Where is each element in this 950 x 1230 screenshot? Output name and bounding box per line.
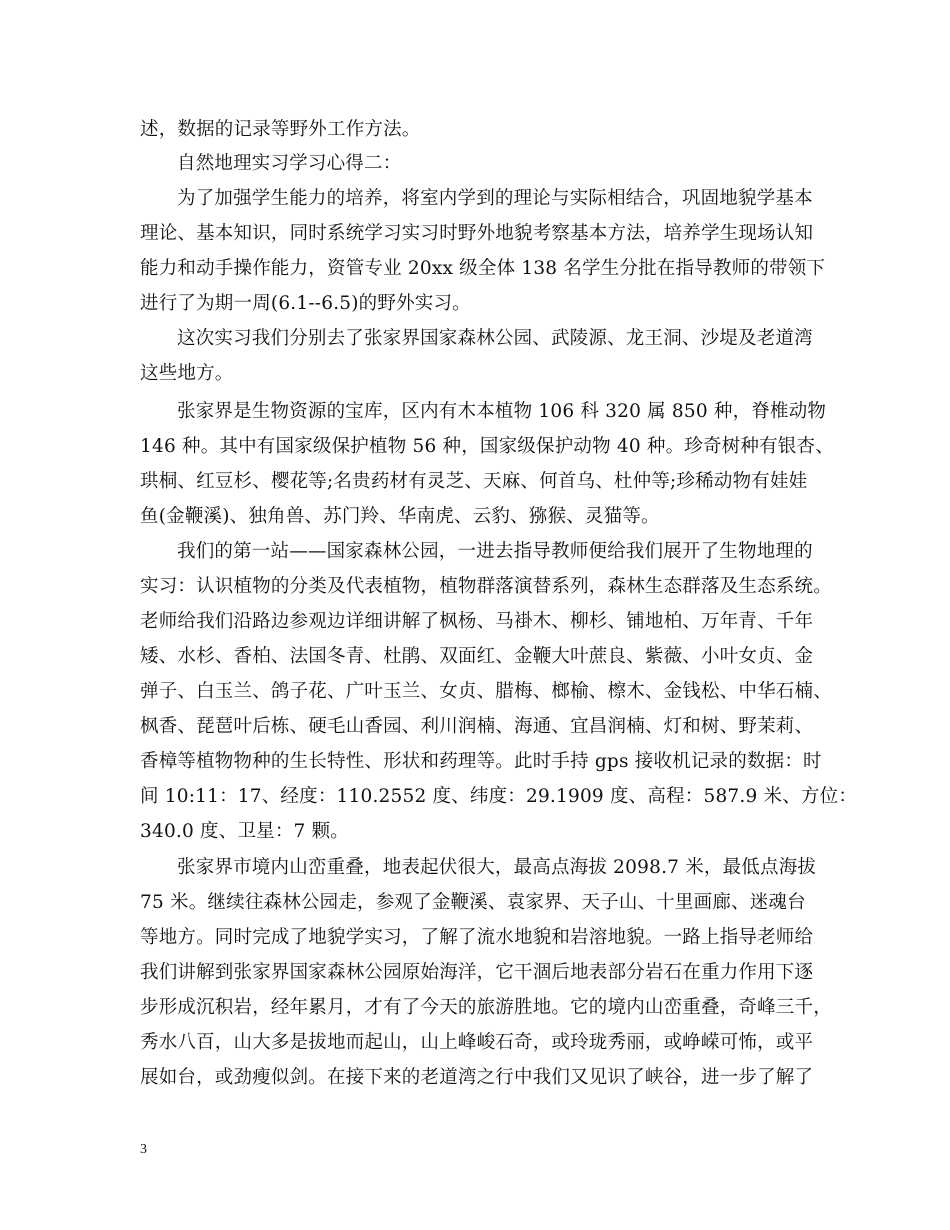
text-line: 340.0 度、卫星：7 颗。 (140, 821, 349, 842)
text-line: 实习：认识植物的分类及代表植物，植物群落演替系列，森林生态群落及生态系统。 (140, 576, 832, 597)
text-line: 枫香、琵琶叶后栋、硬毛山香园、利川润楠、海通、宜昌润楠、灯和树、野茉莉、 (140, 716, 814, 737)
page-number: 3 (140, 1142, 147, 1157)
section-heading: 自然地理实习学习心得二： (177, 153, 402, 174)
text-line: 我们讲解到张家界国家森林公园原始海洋，它干涸后地表部分岩石在重力作用下逐 (140, 962, 814, 983)
text-line: 75 米。继续往森林公园走，参观了金鞭溪、袁家界、天子山、十里画廊、迷魂台 (140, 892, 806, 913)
text-line: 弹子、白玉兰、鸽子花、广叶玉兰、女贞、腊梅、榔榆、檫木、金钱松、中华石楠、 (140, 681, 832, 702)
text-line: 能力和动手操作能力，资管专业 20xx 级全体 138 名学生分批在指导教师的带领下 (140, 258, 826, 279)
text-line: 珙桐、红豆杉、樱花等;名贵药材有灵芝、天麻、何首乌、杜仲等;珍稀动物有娃娃 (140, 471, 808, 492)
text-line: 张家界是生物资源的宝库，区内有木本植物 106 科 320 属 850 种，脊椎动物 (177, 401, 827, 422)
text-line: 矮、水杉、香柏、法国冬青、杜鹃、双面红、金鞭大叶蔗良、紫薇、小叶女贞、金 (140, 646, 814, 667)
text-line: 等地方。同时完成了地貌学实习，了解了流水地貌和岩溶地貌。一路上指导老师给 (140, 927, 814, 948)
text-line: 进行了为期一周(6.1--6.5)的野外实习。 (140, 293, 471, 314)
text-line: 展如台，或劲瘦似剑。在接下来的老道湾之行中我们又见识了峡谷，进一步了解了 (140, 1067, 814, 1088)
text-line: 146 种。其中有国家级保护植物 56 种，国家级保护动物 40 种。珍奇树种有银杏、 (140, 436, 834, 457)
text-line: 我们的第一站——国家森林公园，一进去指导教师便给我们展开了生物地理的 (177, 541, 813, 562)
text-line: 间 10:11：17、经度：110.2552 度、纬度：29.1909 度、高程：587.9 米、方位： (140, 786, 858, 807)
text-line: 理论、基本知识，同时系统学习实习时野外地貌考察基本方法，培养学生现场认知 (140, 223, 814, 244)
text-line: 步形成沉积岩，经年累月，才有了今天的旅游胜地。它的境内山峦重叠，奇峰三千， (140, 997, 832, 1018)
text-line: 秀水八百，山大多是拔地而起山，山上峰峻石奇，或玲珑秀丽，或峥嵘可怖，或平 (140, 1032, 814, 1053)
text-line: 张家界市境内山峦重叠，地表起伏很大，最高点海拔 2098.7 米，最低点海拔 (177, 857, 817, 878)
text-line: 香樟等植物物种的生长特性、形状和药理等。此时手持 gps 接收机记录的数据：时 (140, 751, 822, 772)
text-line: 这次实习我们分别去了张家界国家森林公园、武陵源、龙王洞、沙堤及老道湾 (177, 328, 813, 349)
text-line: 这些地方。 (140, 363, 234, 384)
text-line: 鱼(金鞭溪)、独角兽、苏门羚、华南虎、云豹、猕猴、灵猫等。 (140, 506, 660, 527)
text-line: 为了加强学生能力的培养，将室内学到的理论与实际相结合，巩固地貌学基本 (177, 188, 813, 209)
text-line: 述，数据的记录等野外工作方法。 (140, 119, 421, 140)
text-line: 老师给我们沿路边参观边详细讲解了枫杨、马褂木、柳杉、铺地柏、万年青、千年 (140, 611, 814, 632)
